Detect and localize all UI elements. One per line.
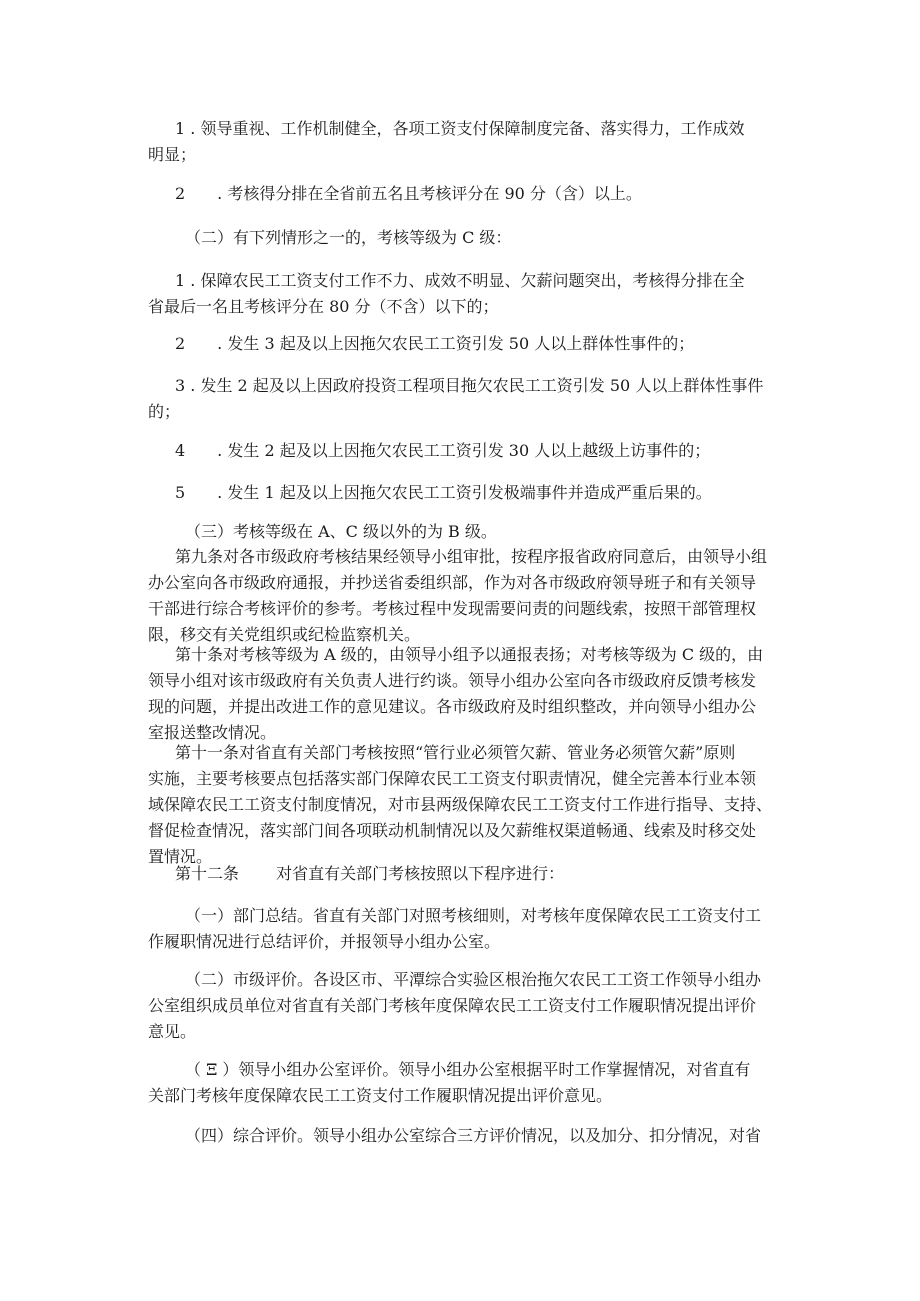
text-line: 作履职情况进行总结评价，并报领导小组办公室。 <box>148 932 501 951</box>
step-2 <box>148 967 798 1045</box>
text-line: 关部门考核年度保障农民工工资支付工作履职情况提出评价意见。 <box>148 1086 613 1105</box>
paragraph-c3 <box>148 373 788 425</box>
paragraph-c1 <box>148 268 788 320</box>
text-line: 置情况。 <box>148 847 213 866</box>
text-line: （三）考核等级在 A、C 级以外的为 B 级。 <box>185 522 497 541</box>
text-line: （一）部门总结。省直有关部门对照考核细则，对考核年度保障农民工工资支付工 <box>185 906 762 925</box>
paragraph-a1 <box>148 116 788 168</box>
text-line: 4 . 发生 2 起及以上因拖欠农民工工资引发 30 人以上越级上访事件的； <box>175 441 711 460</box>
text-line: 省最后一名且考核评分在 80 分（不含）以下的； <box>148 297 499 316</box>
text-line: 明显； <box>148 145 197 164</box>
article-10 <box>148 642 788 746</box>
text-line: 公室组织成员单位对省直有关部门考核年度保障农民工工资支付工作履职情况提出评价 <box>148 996 757 1015</box>
step-1 <box>148 903 798 955</box>
paragraph-c-heading <box>158 225 798 251</box>
paragraph-c2 <box>148 331 788 357</box>
article-9 <box>148 544 788 648</box>
text-line: （四）综合评价。领导小组办公室综合三方评价情况，以及加分、扣分情况，对省 <box>185 1126 762 1145</box>
paragraph-b-grade <box>158 519 798 545</box>
text-line: 1 . 领导重视、工作机制健全，各项工资支付保障制度完备、落实得力，工作成效 <box>175 119 745 138</box>
text-line: 领导小组对该市级政府有关负责人进行约谈。领导小组办公室向各市级政府反馈考核发 <box>148 671 757 690</box>
text-line: 第十二条 对省直有关部门考核按照以下程序进行： <box>175 864 565 883</box>
text-line: 第九条对各市级政府考核结果经领导小组审批，按程序报省政府同意后，由领导小组 <box>175 547 768 566</box>
text-line: 督促检查情况，落实部门间各项联动机制情况以及欠薪维权渠道畅通、线索及时移交处 <box>148 821 757 840</box>
text-line: 现的问题，并提出改进工作的意见建议。各市级政府及时组织整改，并向领导小组办公 <box>148 697 757 716</box>
article-12 <box>148 861 788 887</box>
text-line: （二）有下列情形之一的，考核等级为 C 级： <box>185 228 512 247</box>
paragraph-c5 <box>148 480 788 506</box>
text-line: 限，移交有关党组织或纪检监察机关。 <box>148 625 421 644</box>
text-line: 1 . 保障农民工工资支付工作不力、成效不明显、欠薪问题突出，考核得分排在全 <box>175 271 745 290</box>
text-line: 实施，主要考核要点包括落实部门保障农民工工资支付职责情况，健全完善本行业本领 <box>148 769 757 788</box>
text-line: 第十一条对省直有关部门考核按照“管行业必须管欠薪、管业务必须管欠薪”原则 <box>175 743 736 762</box>
text-line: 5 . 发生 1 起及以上因拖欠农民工工资引发极端事件并造成严重后果的。 <box>175 483 712 502</box>
text-line: 3 . 发生 2 起及以上因政府投资工程项目拖欠农民工工资引发 50 人以上群体性事件 <box>175 376 764 395</box>
text-line: 的； <box>148 402 181 421</box>
text-line: 室报送整改情况。 <box>148 723 277 742</box>
paragraph-c4 <box>148 438 788 464</box>
text-line: 办公室向各市级政府通报，并抄送省委组织部，作为对各市级政府领导班子和有关领导 <box>148 573 757 592</box>
text-line: （ Ξ ）领导小组办公室评价。领导小组办公室根据平时工作掌握情况，对省直有 <box>185 1060 751 1079</box>
text-line: （二）市级评价。各设区市、平潭综合实验区根治拖欠农民工工资工作领导小组办 <box>185 970 762 989</box>
paragraph-a2 <box>148 181 788 207</box>
text-line: 干部进行综合考核评价的参考。考核过程中发现需要问责的问题线索，按照干部管理权 <box>148 599 757 618</box>
text-line: 第十条对考核等级为 A 级的，由领导小组予以通报表扬；对考核等级为 C 级的，由 <box>175 645 764 664</box>
article-11 <box>148 740 788 870</box>
text-line: 2 . 考核得分排在全省前五名且考核评分在 90 分（含）以上。 <box>175 184 642 203</box>
text-line: 2 . 发生 3 起及以上因拖欠农民工工资引发 50 人以上群体性事件的； <box>175 334 695 353</box>
step-4 <box>158 1123 798 1149</box>
step-3 <box>148 1057 798 1109</box>
text-line: 域保障农民工工资支付制度情况，对市县两级保障农民工工资支付工作进行指导、支持、 <box>148 795 773 814</box>
text-line: 意见。 <box>148 1022 197 1041</box>
